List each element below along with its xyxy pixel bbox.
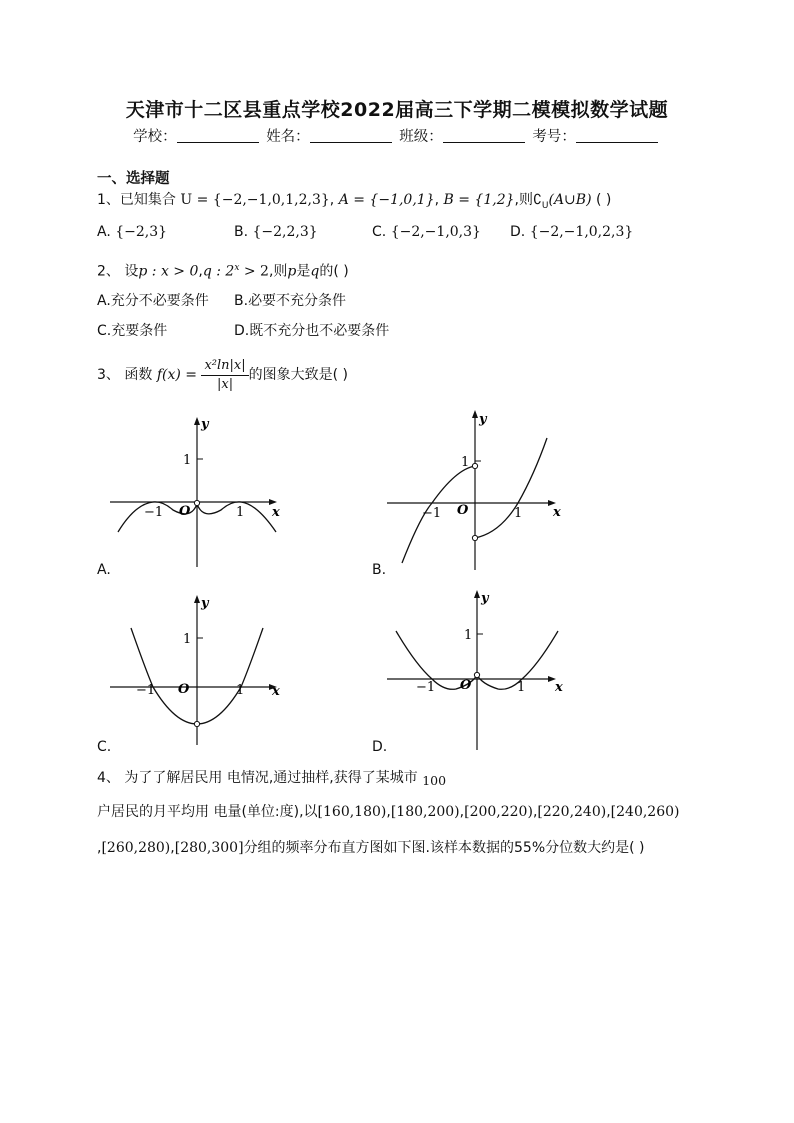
open-point	[194, 721, 199, 726]
student-info-fields	[0, 125, 794, 146]
x-one-label: 1	[514, 506, 523, 521]
option-value: {−2,3}	[115, 224, 168, 240]
exam-number-field-label: 考号：	[532, 129, 576, 145]
question-text: 为了了解居民用 电情况,通过抽样,获得了某城市	[124, 770, 418, 786]
condition-q-rest: > 2	[239, 263, 269, 280]
question-text: 分组的频率分布直方图如下图.该样本数据的55%分位数大约是( )	[243, 840, 645, 856]
open-point	[472, 535, 477, 540]
complement-subscript: U	[541, 200, 549, 211]
x-one-label: 1	[236, 505, 245, 520]
interval: [160,180)	[317, 804, 387, 820]
question-number: 1、	[97, 192, 120, 208]
y-one-label: 1	[183, 632, 192, 647]
school-field-blank	[177, 128, 259, 143]
q2-option-b[interactable]	[234, 290, 346, 310]
set-u: U = {−2,−1,0,1,2,3}	[180, 192, 330, 208]
q2-option-c[interactable]	[97, 320, 167, 340]
q3-option-b[interactable]: B.	[372, 562, 387, 578]
question-3	[97, 352, 348, 398]
question-4-line-3: ,[260,280),[280,300]分组的频率分布直方图如下图.该样本数据的55%分位数大约是( )	[97, 840, 645, 856]
y-axis-arrow-icon	[194, 595, 200, 603]
y-axis-arrow-icon	[474, 590, 480, 598]
curve-right	[475, 438, 547, 538]
question-4-line-2: 户居民的月平均用 电量(单位:度),以[160,180),[180,200),[200,220),[220,240),[240,260)	[97, 804, 680, 820]
condition-p: p : x > 0	[138, 263, 199, 280]
symbol-q: q	[310, 263, 320, 280]
y-label: y	[481, 591, 489, 606]
option-label: A.	[97, 224, 116, 240]
q2-option-a[interactable]	[97, 290, 209, 310]
complement-symbol: ∁	[532, 192, 542, 208]
fraction-numerator: x²ln|x|	[201, 357, 248, 376]
condition-q: q : 2	[202, 263, 235, 280]
option-value: {−2,2,3}	[252, 224, 318, 240]
option-label: C.	[97, 323, 112, 339]
x-label: x	[553, 505, 561, 520]
x-one-label: 1	[517, 680, 526, 695]
x-label: x	[272, 505, 280, 520]
q3-option-a[interactable]: A.	[97, 562, 111, 578]
option-label: B.	[234, 293, 249, 309]
union-expression: (A∪B)	[548, 192, 592, 208]
function-name: f(x) =	[156, 367, 198, 383]
option-label: D.	[234, 323, 250, 339]
exam-number-field-blank	[576, 128, 658, 143]
question-text: 的( )	[319, 263, 349, 280]
y-one-label: 1	[464, 628, 473, 643]
interval: [240,260)	[610, 804, 680, 820]
question-1: 1、已知集合 U = {−2,−1,0,1,2,3}, A = {−1,0,1}, B = {1,2},则$∁_U(A\cup B)$ ( )	[97, 192, 612, 211]
question-number: 4、	[97, 770, 120, 786]
option-value: 充分不必要条件	[110, 293, 209, 309]
origin-label: O	[460, 678, 472, 693]
open-point	[194, 500, 199, 505]
x-one-label: 1	[236, 683, 245, 698]
interval: [180,200)	[390, 804, 460, 820]
graph-b[interactable]	[384, 405, 569, 575]
interval: [280,300]	[174, 840, 244, 856]
x-neg-one-label: −1	[422, 506, 442, 521]
y-axis-arrow-icon	[194, 417, 200, 425]
question-text: ,则	[514, 192, 533, 208]
open-point	[474, 672, 479, 677]
question-text: 函数	[124, 367, 153, 383]
class-field-blank	[443, 128, 525, 143]
question-text: 已知集合	[119, 192, 176, 208]
interval: [200,220)	[464, 804, 533, 820]
answer-blank: ( )	[596, 192, 612, 208]
school-field-label: 学校：	[133, 129, 177, 145]
name-field-blank	[310, 128, 392, 143]
y-label: y	[201, 417, 209, 432]
question-text: 是	[296, 263, 311, 280]
origin-label: O	[179, 504, 191, 519]
question-text: 设	[124, 263, 139, 280]
y-one-label: 1	[461, 455, 470, 470]
x-neg-one-label: −1	[136, 683, 156, 698]
q1-option-c[interactable]	[372, 224, 481, 240]
symbol-p: p	[287, 263, 297, 280]
section-title: 一、选择题	[97, 171, 170, 187]
x-label: x	[272, 684, 280, 699]
option-value: 充要条件	[111, 323, 168, 339]
option-value: 必要不充分条件	[248, 293, 347, 309]
origin-label: O	[457, 503, 469, 518]
y-label: y	[201, 596, 209, 611]
option-value: {−2,−1,0,2,3}	[529, 224, 634, 240]
y-axis-arrow-icon	[472, 410, 478, 418]
graph-d[interactable]	[384, 585, 569, 755]
q1-option-b[interactable]	[234, 224, 318, 240]
household-count: 100	[422, 773, 447, 788]
q1-option-d[interactable]	[510, 224, 633, 240]
exponent: x	[234, 263, 240, 273]
graph-c[interactable]	[105, 590, 290, 750]
q2-option-d[interactable]	[234, 320, 389, 340]
y-one-label: 1	[183, 453, 192, 468]
fraction-denominator: |x|	[217, 376, 234, 392]
question-text: 户居民的月平均用 电量(单位:度),以	[97, 804, 318, 820]
y-label: y	[479, 412, 487, 427]
option-label: A.	[97, 293, 111, 309]
question-4-line-1	[97, 768, 446, 791]
option-label: C.	[372, 224, 391, 240]
name-field-label: 姓名：	[266, 129, 310, 145]
graph-a[interactable]	[105, 412, 290, 577]
exam-title: 天津市十二区县重点学校2022届高三下学期二模模拟数学试题	[125, 99, 669, 121]
origin-label: O	[178, 682, 190, 697]
option-value: 既不充分也不必要条件	[249, 323, 390, 339]
open-point	[472, 463, 477, 468]
set-a: A = {−1,0,1}	[338, 192, 435, 208]
question-number: 2、	[97, 263, 120, 280]
question-number: 3、	[97, 367, 120, 383]
x-label: x	[555, 680, 563, 695]
interval: [220,240)	[537, 804, 607, 820]
set-b: B = {1,2}	[443, 192, 515, 208]
option-value: {−2,−1,0,3}	[390, 224, 481, 240]
q3-option-c[interactable]: C.	[97, 739, 112, 755]
q3-option-d[interactable]: D.	[372, 739, 388, 755]
x-neg-one-label: −1	[144, 505, 164, 520]
interval: [260,280)	[101, 840, 171, 856]
question-text: 的图象大致是( )	[248, 367, 349, 383]
option-label: B.	[234, 224, 253, 240]
function-fraction	[201, 357, 248, 394]
option-label: D.	[510, 224, 530, 240]
x-neg-one-label: −1	[416, 680, 436, 695]
q1-option-a[interactable]	[97, 224, 167, 240]
class-field-label: 班级：	[399, 129, 443, 145]
question-text: ,则	[268, 263, 288, 280]
question-2: 2、 设p : x > 0,q : $2^x > 2$,则p是q的( )	[97, 263, 349, 280]
